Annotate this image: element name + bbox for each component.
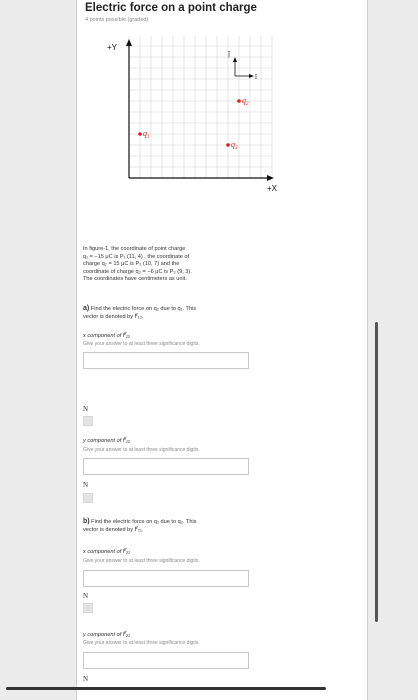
problem-title: Electric force on a point charge [85, 2, 257, 14]
charge-point-2 [237, 99, 241, 103]
problem-statement: In figure-1, the coordinate of point charge q₁ = −15 μC is P₁ (11, 4) , the coordinate of charge q₂ = 15 μC is P₂ (10, 7) and the coordinate of charge q₃ = −6 μC is P₃ (9, 3). The coordinates have centimeters as unit. [83, 246, 192, 282]
unit-vector-j-label: ĵ [228, 50, 230, 58]
unit-label: N [83, 405, 89, 413]
unit-box [83, 603, 93, 613]
coordinate-grid [87, 28, 357, 193]
x-axis-label: +X [267, 184, 278, 193]
charge-label-1: $q_1$ [143, 129, 150, 140]
points-possible: 4 points possible (graded) [85, 17, 149, 23]
question-label: y component of F⃗₁₂ [83, 438, 130, 444]
unit-vector-i-label: î [255, 73, 257, 81]
problem-page [76, 0, 368, 700]
question-hint: Give your answer to at least three significance digits. [83, 341, 200, 347]
unit-box [83, 416, 93, 426]
question-hint: Give your answer to at least three significance digits. [83, 447, 200, 453]
charge-label-2: $q_2$ [242, 96, 249, 107]
y-axis-label: +Y [107, 43, 118, 52]
part-a-marker: a) [83, 305, 90, 312]
answer-input[interactable] [83, 352, 249, 369]
unit-label: N [83, 592, 89, 600]
charge-point-3 [226, 143, 230, 147]
charge-figure [87, 28, 357, 193]
part-b-marker: b) [83, 518, 90, 525]
unit-vector-j-arrow [233, 57, 237, 62]
horizontal-scrollbar[interactable] [6, 687, 326, 690]
part-b-statement: b) Find the electric force on q₁ due to q₂. This vector is denoted by F⃗₂₁. [83, 518, 197, 533]
x-axis-arrow [267, 175, 274, 181]
unit-label: N [83, 481, 89, 489]
answer-input[interactable] [83, 652, 249, 669]
y-axis-arrow [126, 39, 132, 46]
question-label: x component of F⃗₁₂ [83, 333, 130, 339]
charge-label-3: $q_3$ [231, 140, 238, 151]
part-a-statement: a) Find the electric force on q₂ due to q₁. This vector is denoted by F⃗₁₂. [83, 305, 197, 320]
question-hint: Give your answer to at least three significance digits. [83, 640, 200, 646]
vertical-scrollbar[interactable] [375, 322, 378, 622]
charge-point-1 [138, 132, 142, 136]
unit-label: N [83, 675, 89, 683]
question-hint: Give your answer to at least three significance digits. [83, 558, 200, 564]
unit-vector-i-arrow [249, 74, 254, 78]
question-label: y component of F⃗₂₁ [83, 632, 130, 638]
answer-input[interactable] [83, 458, 249, 475]
answer-input[interactable] [83, 570, 249, 587]
question-label: x component of F⃗₂₁ [83, 549, 130, 555]
unit-box [83, 493, 93, 503]
